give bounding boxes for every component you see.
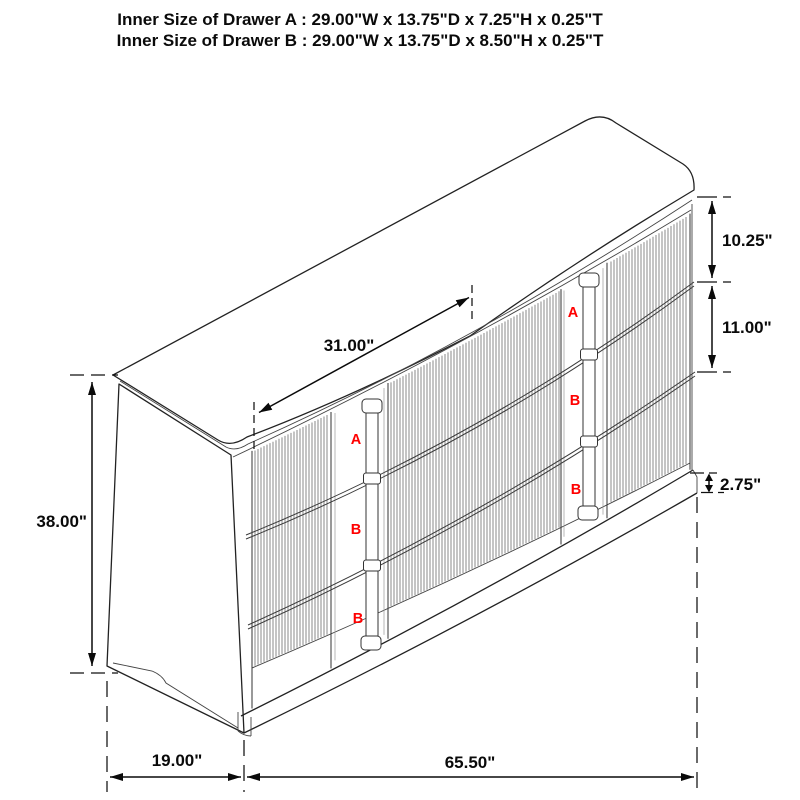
left-stack-label-a: A	[350, 432, 362, 448]
title-drawer-b: Inner Size of Drawer B : 29.00"W x 13.75"D x 8.50"H x 0.25"T	[116, 31, 604, 50]
dim-label-1100: 11.00"	[722, 318, 772, 337]
dim-label-31: 31.00"	[323, 336, 375, 355]
dim-base-height	[690, 473, 761, 494]
sideboard-cabinet	[107, 117, 697, 736]
dim-label-1025: 10.25"	[722, 231, 773, 250]
dim-label-1900: 19.00"	[151, 751, 203, 770]
dim-label-6550: 65.50"	[444, 753, 496, 772]
drawer-dividers	[246, 282, 695, 629]
dim-drawer-heights	[697, 197, 773, 372]
dim-footprint	[107, 497, 697, 792]
title-drawer-a: Inner Size of Drawer A : 29.00"W x 13.75"D x 7.25"H x 0.25"T	[117, 10, 603, 29]
right-stack-label-a: A	[567, 305, 579, 321]
left-side-panel	[107, 384, 244, 733]
dim-overall-height	[36, 375, 118, 673]
right-stack-label-b1: B	[569, 393, 581, 409]
fluted-door-texture	[255, 217, 686, 666]
dim-label-3800: 38.00"	[36, 512, 87, 531]
left-stack-label-b1: B	[350, 522, 362, 538]
left-stack-label-b2: B	[352, 611, 364, 627]
right-stack-label-b2: B	[570, 482, 582, 498]
dim-label-275: 2.75"	[720, 475, 762, 494]
